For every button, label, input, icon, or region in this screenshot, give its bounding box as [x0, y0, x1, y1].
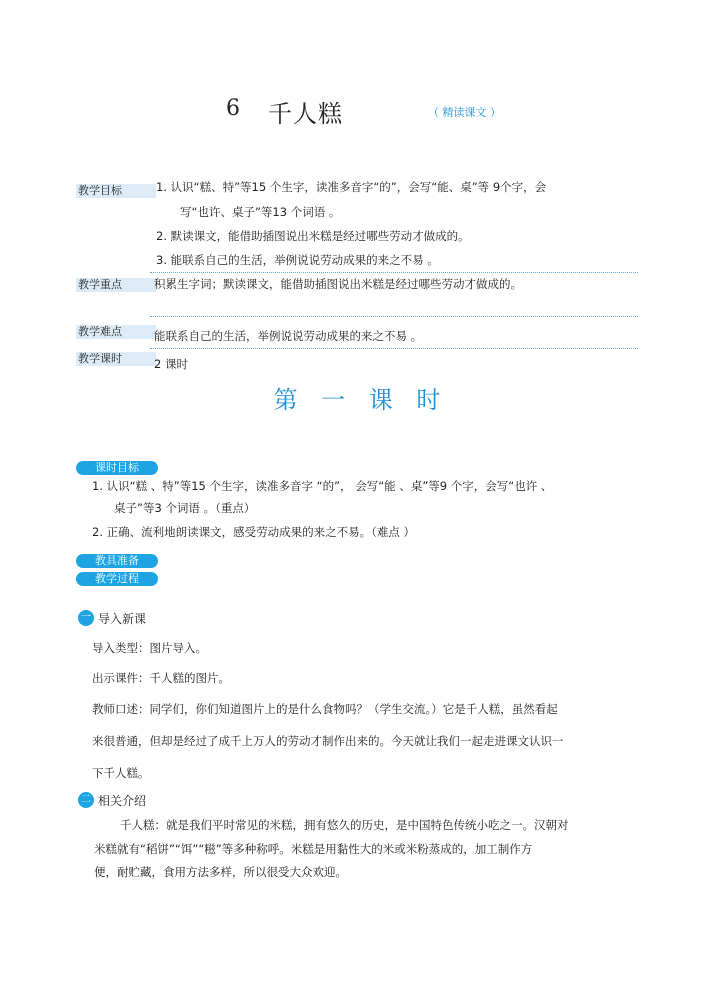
- paragraph-line: 米糕就有“稻饼”“饵”“糍”等多种称呼。米糕是用黏性大的米或米粉蒸成的，加工制作方: [94, 842, 533, 856]
- section-title: 导入新课: [98, 612, 147, 626]
- lesson-goal-item: 1. 认识“糕 、特”等15 个生字，读准多音字 “的”， 会写“能 、桌”等9 个字，会写“也许 、: [92, 479, 553, 493]
- objective-item: 2. 默读课文，能借助插图说出米糕是经过哪些劳动才做成的。: [156, 229, 470, 243]
- paragraph-line: 教师口述：同学们，你们知道图片上的是什么食物吗？（学生交流。）它是千人糕，虽然看起: [92, 702, 558, 716]
- lesson-title: 千人糕: [268, 100, 343, 128]
- objective-item: 3. 能联系自己的生活，举例说说劳动成果的来之不易 。: [156, 253, 439, 267]
- key-points-text: 积累生字词；默读课文，能借助插图说出米糕是经过哪些劳动才做成的。: [154, 277, 522, 291]
- key-points-label: 教学重点: [76, 278, 156, 292]
- hours-text: 2 课时: [154, 357, 188, 371]
- objectives-label: 教学目标: [76, 184, 156, 198]
- paragraph-line: 千人糕：就是我们平时常见的米糕，拥有悠久的历史，是中国特色传统小吃之一。汉朝对: [120, 818, 569, 832]
- paragraph-line: 导入类型：图片导入。: [92, 641, 207, 655]
- prep-label: 教具准备: [76, 554, 158, 568]
- divider: [150, 348, 638, 349]
- section-title: 相关介绍: [98, 794, 147, 808]
- lesson-goal-item: 桌子”等3 个词语 。（重点）: [114, 501, 256, 515]
- process-label: 教学过程: [76, 572, 158, 586]
- lesson-number: 6: [226, 96, 240, 121]
- hours-label: 教学课时: [76, 352, 156, 366]
- lesson-type-tag: （ 精读课文 ）: [428, 106, 501, 119]
- paragraph-line: 下千人糕。: [92, 766, 150, 780]
- lesson-goal-item: 2. 正确、流利地朗读课文，感受劳动成果的来之不易。（难点 ）: [92, 525, 416, 539]
- divider: [150, 272, 638, 273]
- lesson-period-title: 第 一 课 时: [273, 386, 449, 414]
- objective-item: 写“也许、桌子”等13 个词语 。: [180, 205, 341, 219]
- difficulties-text: 能联系自己的生活，举例说说劳动成果的来之不易 。: [154, 329, 423, 343]
- paragraph-line: 便，耐贮藏，食用方法多样，所以很受大众欢迎。: [94, 865, 347, 879]
- divider: [150, 316, 638, 317]
- section-number-badge: 一: [78, 610, 94, 626]
- paragraph-line: 出示课件：千人糕的图片。: [92, 671, 230, 685]
- objective-item: 1. 认识“糕、特”等15 个生字，读准多音字“的”，会写“能、桌”等 9个字，会: [156, 180, 547, 194]
- section-number-badge: 二: [78, 792, 94, 808]
- difficulties-label: 教学难点: [76, 325, 156, 339]
- lesson-goals-label: 课时目标: [76, 461, 158, 475]
- paragraph-line: 来很普通，但却是经过了成千上万人的劳动才制作出来的。今天就让我们一起走进课文认识一: [92, 734, 564, 748]
